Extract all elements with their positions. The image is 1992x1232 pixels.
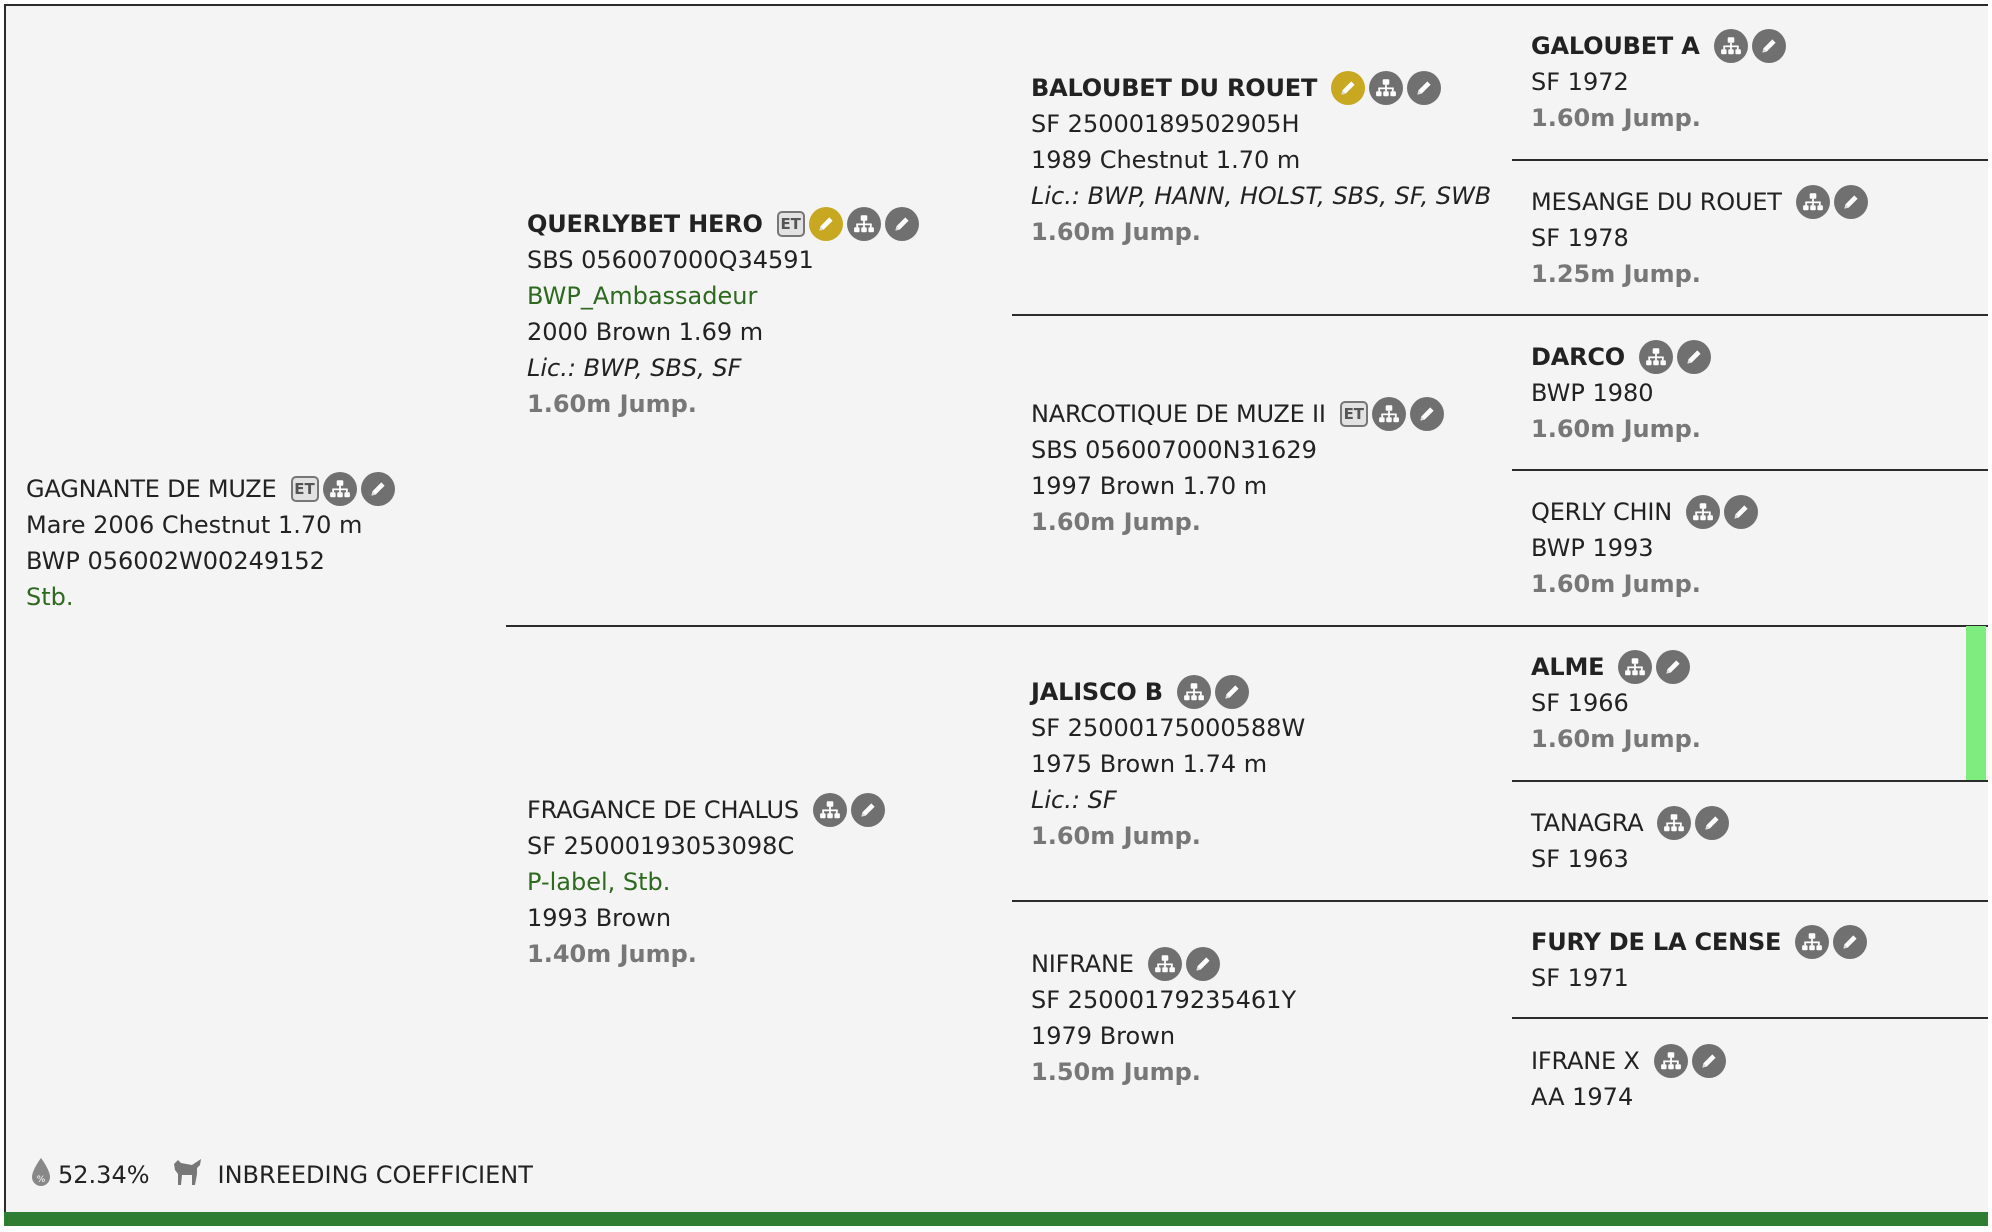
pedigree-tree-icon[interactable] xyxy=(1177,675,1211,709)
sire-line3: 2000 Brown 1.69 m xyxy=(527,318,764,346)
pedigree-tree-icon[interactable] xyxy=(1714,29,1748,63)
gp-dd-name[interactable]: NIFRANE xyxy=(1031,950,1134,978)
sire-line4: Lic.: BWP, SBS, SF xyxy=(527,354,742,382)
gp-sd-name[interactable]: NARCOTIQUE DE MUZE II xyxy=(1031,400,1326,428)
pedigree-chart xyxy=(4,4,1988,1226)
ggp-name[interactable]: ALME xyxy=(1531,653,1605,681)
sire-name[interactable]: QUERLYBET HERO xyxy=(527,210,763,238)
divider-ggp-7 xyxy=(1512,1017,1988,1019)
divider-dam-gps xyxy=(1012,900,1988,902)
pedigree-tree-icon[interactable] xyxy=(1796,185,1830,219)
pedigree-tree-icon[interactable] xyxy=(1654,1044,1688,1078)
gp-ss-line3: Lic.: BWP, HANN, HOLST, SBS, SF, SWB xyxy=(1031,182,1492,210)
dam-line1: SF 25000193053098C xyxy=(527,832,795,860)
ggp-name[interactable]: IFRANE X xyxy=(1531,1047,1640,1075)
ggp-entry-5 xyxy=(1531,649,1701,757)
ggp-entry-4 xyxy=(1531,494,1758,602)
gp-ds-entry xyxy=(1031,674,1305,854)
gp-ss-line2: 1989 Chestnut 1.70 m xyxy=(1031,146,1301,174)
ggp-line2: 1.25m Jump. xyxy=(1531,260,1701,288)
gp-ds-line3: Lic.: SF xyxy=(1031,786,1117,814)
gp-dd-entry xyxy=(1031,946,1296,1090)
edit-pencil-icon[interactable] xyxy=(1752,29,1786,63)
edit-pencil-icon[interactable] xyxy=(1692,1044,1726,1078)
ggp-line1: SF 1978 xyxy=(1531,224,1629,252)
subject-entry xyxy=(26,471,395,615)
gp-sd-entry xyxy=(1031,396,1444,540)
edit-pencil-icon[interactable] xyxy=(1656,650,1690,684)
selection-accent-bar xyxy=(1966,626,1986,780)
ggp-name[interactable]: MESANGE DU ROUET xyxy=(1531,188,1782,216)
ggp-line2: 1.60m Jump. xyxy=(1531,415,1701,443)
pedigree-tree-icon[interactable] xyxy=(1639,340,1673,374)
inbreeding-label[interactable]: INBREEDING COEFFICIENT xyxy=(217,1161,533,1189)
gp-ss-line4: 1.60m Jump. xyxy=(1031,218,1201,246)
sire-line1: SBS 056007000Q34591 xyxy=(527,246,814,274)
subject-line2: BWP 056002W00249152 xyxy=(26,547,325,575)
ggp-entry-1 xyxy=(1531,28,1786,136)
top-border xyxy=(4,4,1988,6)
edit-pencil-icon[interactable] xyxy=(1677,340,1711,374)
gp-ds-name[interactable]: JALISCO B xyxy=(1031,678,1163,706)
gold-pencil-icon[interactable] xyxy=(1331,71,1365,105)
bottom-green-bar xyxy=(4,1212,1988,1226)
ggp-entry-3 xyxy=(1531,339,1711,447)
ggp-entry-8 xyxy=(1531,1043,1726,1115)
edit-pencil-icon[interactable] xyxy=(885,207,919,241)
ggp-line2: 1.60m Jump. xyxy=(1531,104,1701,132)
gp-ds-line2: 1975 Brown 1.74 m xyxy=(1031,750,1268,778)
edit-pencil-icon[interactable] xyxy=(851,793,885,827)
ggp-line2: 1.60m Jump. xyxy=(1531,570,1701,598)
ggp-name[interactable]: QERLY CHIN xyxy=(1531,498,1673,526)
ggp-line1: AA 1974 xyxy=(1531,1083,1634,1111)
horse-icon xyxy=(170,1156,204,1194)
pedigree-tree-icon[interactable] xyxy=(1369,71,1403,105)
pedigree-tree-icon[interactable] xyxy=(1372,397,1406,431)
et-badge: ET xyxy=(1340,401,1368,427)
gp-ds-line4: 1.60m Jump. xyxy=(1031,822,1201,850)
sire-line5: 1.60m Jump. xyxy=(527,390,697,418)
pedigree-tree-icon[interactable] xyxy=(847,207,881,241)
et-badge: ET xyxy=(777,211,805,237)
ggp-name[interactable]: DARCO xyxy=(1531,343,1625,371)
pedigree-tree-icon[interactable] xyxy=(813,793,847,827)
subject-name[interactable]: GAGNANTE DE MUZE xyxy=(26,475,277,503)
dam-entry xyxy=(527,792,885,972)
ggp-line2: 1.60m Jump. xyxy=(1531,725,1701,753)
sire-entry xyxy=(527,206,919,422)
gp-dd-line1: SF 25000179235461Y xyxy=(1031,986,1297,1014)
edit-pencil-icon[interactable] xyxy=(1834,185,1868,219)
subject-line1: Mare 2006 Chestnut 1.70 m xyxy=(26,511,363,539)
dam-line3: 1993 Brown xyxy=(527,904,672,932)
pedigree-tree-icon[interactable] xyxy=(323,472,357,506)
ggp-line1: BWP 1980 xyxy=(1531,379,1654,407)
ggp-entry-2 xyxy=(1531,184,1868,292)
ggp-line1: SF 1966 xyxy=(1531,689,1629,717)
ggp-line1: SF 1972 xyxy=(1531,68,1629,96)
ggp-name[interactable]: GALOUBET A xyxy=(1531,32,1700,60)
ggp-name[interactable]: TANAGRA xyxy=(1531,809,1644,837)
pedigree-tree-icon[interactable] xyxy=(1148,947,1182,981)
gold-pencil-icon[interactable] xyxy=(809,207,843,241)
edit-pencil-icon[interactable] xyxy=(361,472,395,506)
gp-sd-line3: 1.60m Jump. xyxy=(1031,508,1201,536)
divider-sire-gps xyxy=(1012,314,1988,316)
dam-name[interactable]: FRAGANCE DE CHALUS xyxy=(527,796,799,824)
ggp-line1: SF 1971 xyxy=(1531,964,1629,992)
pedigree-tree-icon[interactable] xyxy=(1686,495,1720,529)
ggp-entry-6 xyxy=(1531,805,1729,877)
dam-line4: 1.40m Jump. xyxy=(527,940,697,968)
edit-pencil-icon[interactable] xyxy=(1833,925,1867,959)
gp-sd-line2: 1997 Brown 1.70 m xyxy=(1031,472,1268,500)
pedigree-tree-icon[interactable] xyxy=(1618,650,1652,684)
ggp-name[interactable]: FURY DE LA CENSE xyxy=(1531,928,1782,956)
divider-ggp-3 xyxy=(1512,469,1988,471)
edit-pencil-icon[interactable] xyxy=(1724,495,1758,529)
ggp-line1: BWP 1993 xyxy=(1531,534,1654,562)
col1-divider xyxy=(4,4,6,1212)
dam-line2: P-label, Stb. xyxy=(527,868,671,896)
edit-pencil-icon[interactable] xyxy=(1407,71,1441,105)
edit-pencil-icon[interactable] xyxy=(1186,947,1220,981)
gp-ss-name[interactable]: BALOUBET DU ROUET xyxy=(1031,74,1318,102)
svg-text:%: % xyxy=(36,1175,46,1185)
edit-pencil-icon[interactable] xyxy=(1215,675,1249,709)
sire-line2: BWP_Ambassadeur xyxy=(527,282,758,310)
gp-ds-line1: SF 25000175000588W xyxy=(1031,714,1306,742)
divider-ggp-1 xyxy=(1512,159,1988,161)
gp-dd-line3: 1.50m Jump. xyxy=(1031,1058,1201,1086)
drop-percent-icon xyxy=(30,1157,52,1193)
gp-ss-entry xyxy=(1031,70,1491,250)
pedigree-tree-icon[interactable] xyxy=(1657,806,1691,840)
inbreeding-footer xyxy=(30,1156,533,1194)
gp-dd-line2: 1979 Brown xyxy=(1031,1022,1176,1050)
ggp-entry-7 xyxy=(1531,924,1867,996)
edit-pencil-icon[interactable] xyxy=(1410,397,1444,431)
et-badge: ET xyxy=(291,476,319,502)
pedigree-tree-icon[interactable] xyxy=(1795,925,1829,959)
divider-ggp-5 xyxy=(1512,780,1988,782)
subject-line3: Stb. xyxy=(26,583,74,611)
ggp-line1: SF 1963 xyxy=(1531,845,1629,873)
inbreeding-percent: 52.34% xyxy=(58,1161,150,1189)
edit-pencil-icon[interactable] xyxy=(1695,806,1729,840)
gp-ss-line1: SF 25000189502905H xyxy=(1031,110,1300,138)
gp-sd-line1: SBS 056007000N31629 xyxy=(1031,436,1317,464)
divider-sire-dam xyxy=(506,625,1988,627)
